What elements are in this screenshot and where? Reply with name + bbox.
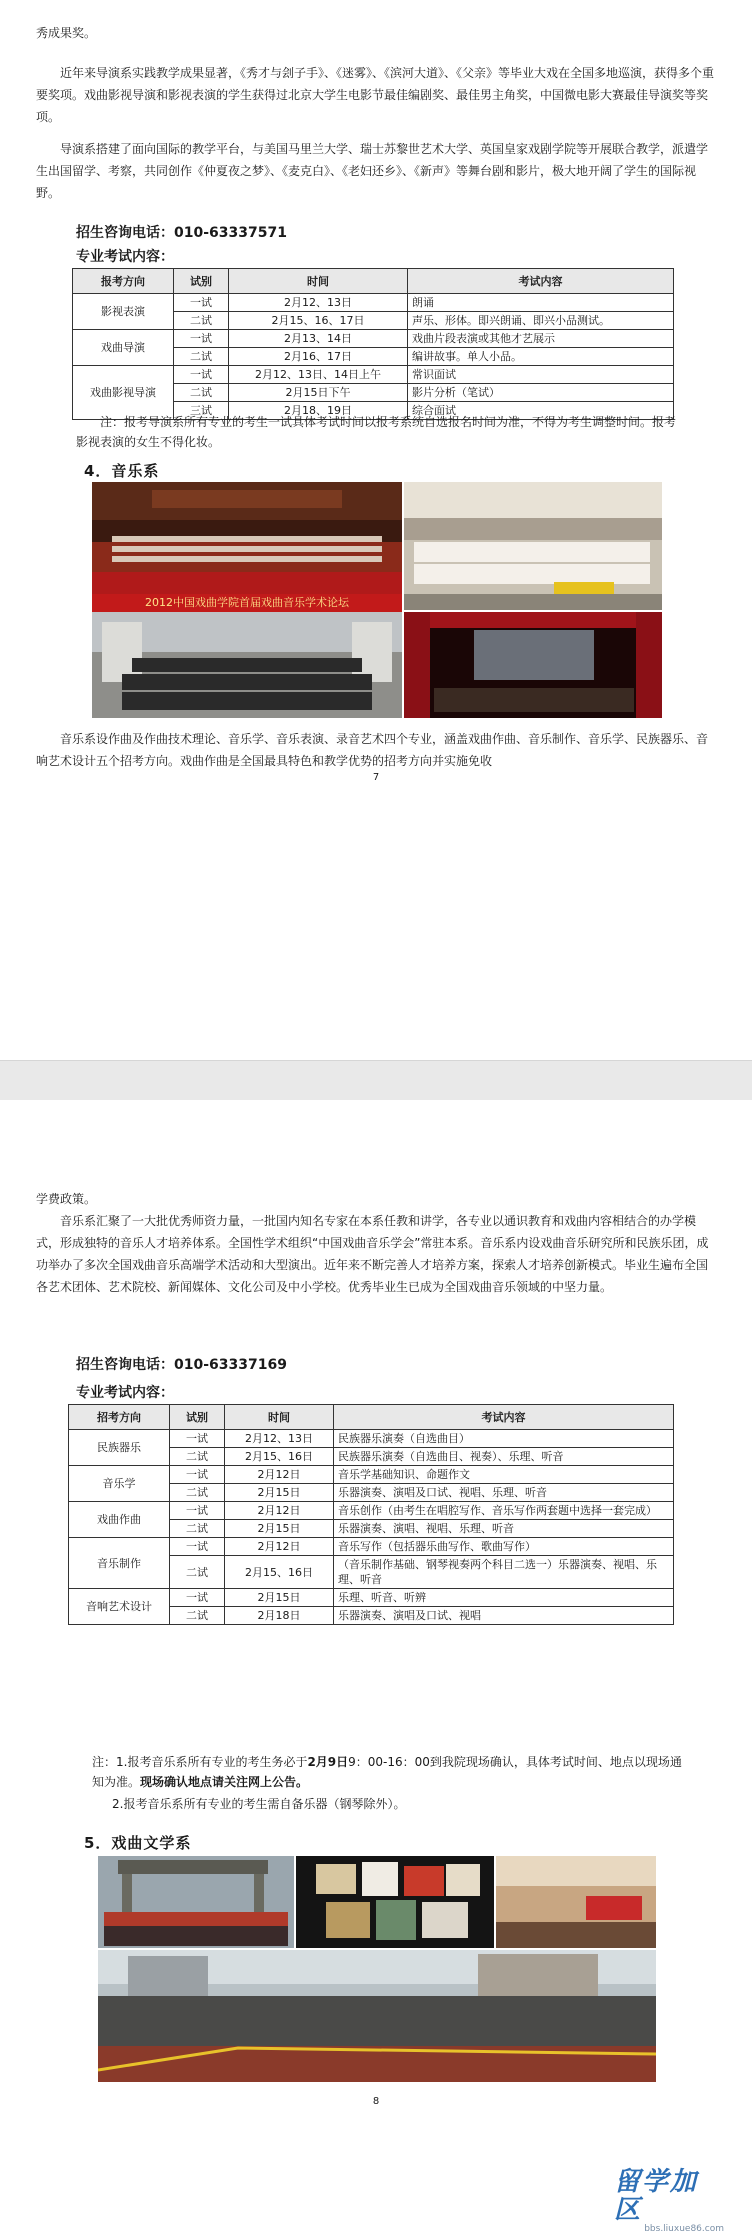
paragraph-music-faculty: 音乐系汇聚了一大批优秀师资力量，一批国内知名专家在本系任教和讲学，各专业以通识教育和戏曲内容相结合的办学模式，形成独特的音乐人才培养体系。全国性学术组织“中国戏曲音乐学会”常驻本系。音乐系内设戏曲音乐研究所和民族乐团，成功举办了多次全国戏曲音乐高端学术活动和大型演出。近年来不断完善人才培养方案，探索人才培养创新模式。毕业生遍布全国各艺术团体、艺术院校、新闻媒体、文化公司及中小学校。优秀毕业生已成为全国戏曲音乐领域的中坚力量。 [36, 1214, 709, 1294]
photo-banner-text: 2012中国戏曲学院首届戏曲音乐学术论坛 [145, 596, 349, 609]
watermark-logo [614, 2167, 724, 2234]
cell-direction: 戏曲影视导演 [73, 366, 174, 420]
table-row [69, 1538, 674, 1556]
cell-time: 2月15日下午 [229, 384, 408, 402]
cell-content: （音乐制作基础、钢琴视奏两个科目二选一）乐器演奏、视唱、乐理、听音 [334, 1556, 674, 1589]
cell-content: 音乐学基础知识、命题作文 [334, 1466, 674, 1484]
cell-content: 民族器乐演奏（自选曲目） [334, 1430, 674, 1448]
cell-direction: 音响艺术设计 [69, 1589, 170, 1625]
cell-content: 综合面试 [408, 402, 674, 420]
cell-round: 一试 [174, 366, 229, 384]
note-date: 2月9日 [307, 1755, 349, 1769]
photo-gate-group [98, 1856, 294, 1948]
cell-content: 乐器演奏、演唱及口试、视唱 [334, 1607, 674, 1625]
cell-direction: 民族器乐 [69, 1430, 170, 1466]
cell-time: 2月15、16日 [225, 1448, 334, 1466]
cell-time: 2月13、14日 [229, 330, 408, 348]
cell-time: 2月15、16、17日 [229, 312, 408, 330]
page-separator [0, 1060, 752, 1102]
table-row [69, 1466, 674, 1484]
paragraph-intro: 秀成果奖。 [36, 26, 97, 40]
cell-time: 2月12日 [225, 1502, 334, 1520]
col-header: 时间 [225, 1405, 334, 1430]
directing-note: 注：报考导演系所有专业的考生一试具体考试时间以报考系统自选报名时间为准，不得为考生调整时间。报考影视表演的女生不得化妆。 [76, 415, 677, 449]
cell-round: 三试 [174, 402, 229, 420]
col-header: 考试内容 [334, 1405, 674, 1430]
table-row [69, 1589, 674, 1607]
watermark-main: 留学加区 [614, 2167, 699, 2225]
cell-time: 2月12、13日 [229, 294, 408, 312]
photo-books [296, 1856, 494, 1948]
phone-heading: 招生咨询电话：010-63337169 [76, 1357, 287, 1373]
cell-round: 二试 [174, 312, 229, 330]
cell-round: 一试 [170, 1430, 225, 1448]
cell-content: 乐理、听音、听辨 [334, 1589, 674, 1607]
cell-round: 二试 [170, 1448, 225, 1466]
cell-content: 民族器乐演奏（自选曲目、视奏）、乐理、听音 [334, 1448, 674, 1466]
cell-round: 二试 [170, 1556, 225, 1589]
exam-table-music [68, 1404, 674, 1625]
col-header: 考试内容 [408, 269, 674, 294]
cell-time: 2月12日 [225, 1466, 334, 1484]
col-header: 试别 [174, 269, 229, 294]
photo-exhibition [496, 1856, 656, 1948]
cell-time: 2月18、19日 [229, 402, 408, 420]
phone-heading: 招生咨询电话：010-63337571 [76, 225, 287, 241]
cell-time: 2月15、16日 [225, 1556, 334, 1589]
cell-content: 乐器演奏、演唱、视唱、乐理、听音 [334, 1520, 674, 1538]
cell-time: 2月18日 [225, 1607, 334, 1625]
col-header: 报考方向 [73, 269, 174, 294]
cell-content: 音乐创作（由考生在唱腔写作、音乐写作两套题中选择一套完成） [334, 1502, 674, 1520]
cell-content: 朗诵 [408, 294, 674, 312]
cell-content: 音乐写作（包括器乐曲写作、歌曲写作） [334, 1538, 674, 1556]
photo-stage-performance [404, 612, 662, 718]
cell-direction: 音乐学 [69, 1466, 170, 1502]
cell-direction: 戏曲作曲 [69, 1502, 170, 1538]
page-7 [0, 0, 752, 1060]
cell-time: 2月15日 [225, 1520, 334, 1538]
photo-banner [92, 594, 402, 612]
table-row [73, 330, 674, 348]
cell-round: 一试 [170, 1466, 225, 1484]
cell-round: 二试 [170, 1484, 225, 1502]
cell-round: 二试 [170, 1520, 225, 1538]
note-emphasis: 现场确认地点请关注网上公告。 [140, 1775, 309, 1789]
cell-direction: 戏曲导演 [73, 330, 174, 366]
music-note-2: 2.报考音乐系所有专业的考生需自备乐器（钢琴除外）。 [112, 1797, 406, 1811]
cell-content: 声乐、形体。即兴朗诵、即兴小品测试。 [408, 312, 674, 330]
cell-direction: 影视表演 [73, 294, 174, 330]
cell-round: 二试 [174, 384, 229, 402]
cell-time: 2月12、13日 [225, 1430, 334, 1448]
cell-time: 2月15日 [225, 1589, 334, 1607]
table-row [69, 1430, 674, 1448]
exam-table-directing [72, 268, 674, 420]
note-text: 注：1.报考音乐系所有专业的考生务必于 [92, 1755, 308, 1769]
table-row [69, 1502, 674, 1520]
cell-round: 一试 [174, 294, 229, 312]
cell-round: 二试 [174, 348, 229, 366]
page-number: 7 [372, 772, 380, 783]
cell-content: 戏曲片段表演或其他才艺展示 [408, 330, 674, 348]
watermark-sub: bbs.liuxue86.com [644, 2224, 724, 2234]
cell-direction: 音乐制作 [69, 1538, 170, 1589]
col-header: 试别 [170, 1405, 225, 1430]
col-header: 招考方向 [69, 1405, 170, 1430]
page-number: 8 [372, 2096, 380, 2107]
paragraph-achievements: 近年来导演系实践教学成果显著，《秀才与刽子手》、《迷雾》、《滨河大道》、《父亲》等毕业大戏在全国多地巡演，获得多个重要奖项。戏曲影视导演和影视表演的学生获得过北京大学生电影节最佳编剧奖、最佳男主角奖，中国微电影大赛最佳导演奖等奖项。 [36, 66, 715, 124]
exam-heading: 专业考试内容： [76, 249, 174, 265]
table-row [73, 294, 674, 312]
col-header: 时间 [229, 269, 408, 294]
cell-time: 2月12日 [225, 1538, 334, 1556]
cell-time: 2月15日 [225, 1484, 334, 1502]
cell-content: 编讲故事。单人小品。 [408, 348, 674, 366]
table-row [73, 366, 674, 384]
cell-round: 一试 [170, 1502, 225, 1520]
cell-time: 2月12、13日、14日上午 [229, 366, 408, 384]
page-8 [0, 1100, 752, 2218]
cell-content: 常识面试 [408, 366, 674, 384]
section-title-literature: 5．戏曲文学系 [84, 1834, 192, 1852]
section-title-music: 4．音乐系 [84, 462, 160, 480]
cell-round: 一试 [170, 1589, 225, 1607]
cell-round: 二试 [170, 1607, 225, 1625]
photo-group-forum [92, 612, 402, 718]
photo-students-outdoor [404, 482, 662, 610]
exam-heading: 专业考试内容： [76, 1385, 174, 1401]
photo-concert-hall [92, 482, 402, 594]
paragraph-international: 导演系搭建了面向国际的教学平台，与美国马里兰大学、瑞士苏黎世艺术大学、英国皇家戏剧学院等开展联合教学，派遣学生出国留学、考察，共同创作《仲夏夜之梦》、《麦克白》、《老妇还乡》、《新声》等舞台剧和影片，极大地开阔了学生的国际视野。 [36, 142, 709, 200]
music-note-1 [92, 1752, 692, 1792]
paragraph-intro: 学费政策。 [36, 1192, 97, 1206]
cell-round: 一试 [170, 1538, 225, 1556]
cell-content: 影片分析（笔试） [408, 384, 674, 402]
cell-time: 2月16、17日 [229, 348, 408, 366]
cell-round: 一试 [174, 330, 229, 348]
paragraph-music-intro: 音乐系设作曲及作曲技术理论、音乐学、音乐表演、录音艺术四个专业，涵盖戏曲作曲、音乐制作、音乐学、民族器乐、音响艺术设计五个招考方向。戏曲作曲是全国最具特色和教学优势的招考方向并实施免收 [36, 732, 709, 768]
photo-campus-crowd [98, 1950, 656, 2082]
cell-content: 乐器演奏、演唱及口试、视唱、乐理、听音 [334, 1484, 674, 1502]
note-text: 9：00-16：00到我院现场确认，具体考试时间、地点以现场通知为准。 [92, 1755, 682, 1789]
